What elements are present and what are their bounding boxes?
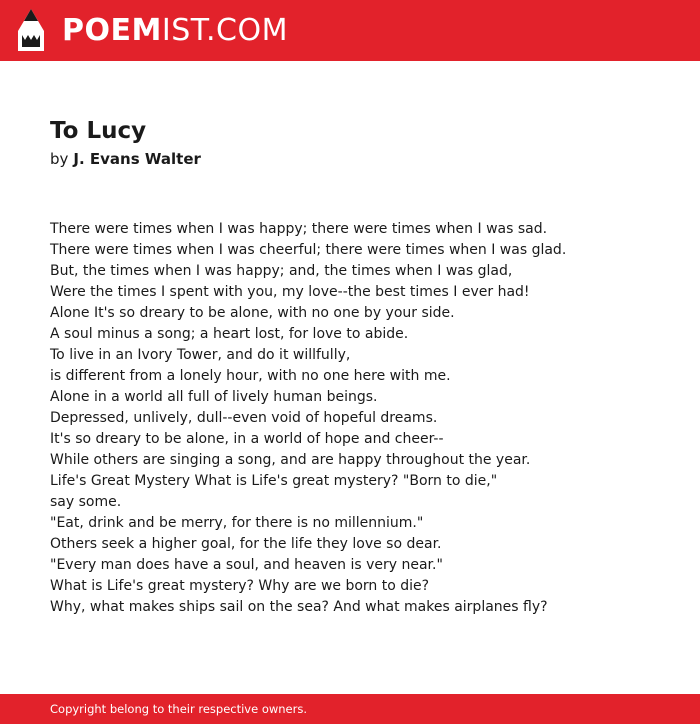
poem-line: "Every man does have a soul, and heaven is very near." [50,557,443,573]
poem-line: But, the times when I was happy; and, the times when I was glad, [50,263,513,279]
site-header [0,0,700,61]
poem-line: Life's Great Mystery What is Life's great mystery? "Born to die," say some. [50,473,498,510]
poem-line: Alone It's so dreary to be alone, with no one by your side. [50,305,455,321]
poem-line: There were times when I was cheerful; there were times when I was glad. [50,242,567,258]
poem-line: Others seek a higher goal, for the life they love so dear. [50,536,442,552]
copyright-notice: Copyright belong to their respective owners. [50,702,308,716]
poem-line: Were the times I spent with you, my love--the best times I ever had! [50,284,530,300]
poem-line: Why, what makes ships sail on the sea? And what makes airplanes fly? [50,599,548,615]
poem-line: "Eat, drink and be merry, for there is no millennium." [50,515,424,531]
site-footer [0,694,700,724]
poem-line: What is Life's great mystery? Why are we born to die? [50,578,430,594]
author-name: J. Evans Walter [73,150,201,168]
logo-bold-text: POEM [62,13,162,48]
pencil-icon[interactable] [18,9,44,51]
poem-line: To live in an Ivory Tower, and do it willfully, [50,347,351,363]
poem-line: Alone in a world all full of lively human beings. [50,389,378,405]
site-logo[interactable] [62,12,288,50]
poem-title: To Lucy [50,118,147,144]
poem-line: Depressed, unlively, dull--even void of hopeful dreams. [50,410,438,426]
poem-body [50,219,570,618]
byline [50,149,201,169]
logo-light-text: IST.COM [161,13,288,48]
poem-line: There were times when I was happy; there were times when I was sad. [50,221,548,237]
poem-line: While others are singing a song, and are happy throughout the year. [50,452,531,468]
poem-line: It's so dreary to be alone, in a world of hope and cheer-- [50,431,444,447]
poem-line: is different from a lonely hour, with no one here with me. [50,368,451,384]
by-label: by [50,150,69,168]
poem-line: A soul minus a song; a heart lost, for love to abide. [50,326,409,342]
